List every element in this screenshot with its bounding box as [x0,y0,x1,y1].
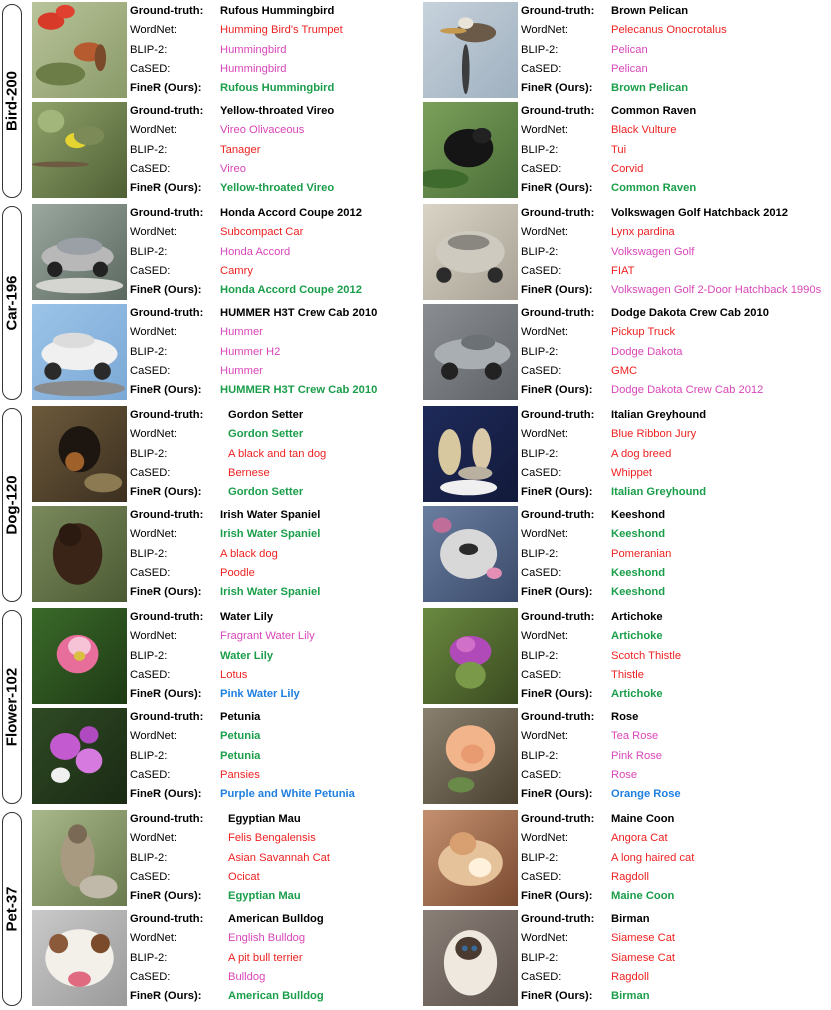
volkswagen-golf-photo [423,204,518,300]
wordnet-prediction: Keeshond [611,528,666,540]
finer-label: FineR (Ours): [130,586,202,598]
dataset-side-label [2,206,22,400]
blip2-label: BLIP-2: [521,448,559,460]
finer-label: FineR (Ours): [521,284,593,296]
cased-label: CaSED: [521,971,562,983]
wordnet-prediction: Petunia [220,730,261,742]
example-entry [423,204,831,304]
ground-truth-label: Ground-truth: [521,105,595,117]
water-lily-photo [32,608,127,704]
cased-label: CaSED: [521,567,562,579]
blip2-prediction: Scotch Thistle [611,650,682,662]
wordnet-prediction: Siamese Cat [611,932,676,944]
dataset-side-label [2,4,22,198]
brown-pelican-photo [423,2,518,98]
blip2-prediction: Hummer H2 [220,346,281,358]
blip2-label: BLIP-2: [130,952,168,964]
blip2-prediction: A long haired cat [611,852,695,864]
cased-prediction: FIAT [611,265,635,277]
finer-prediction: Dodge Dakota Crew Cab 2012 [611,384,764,396]
cased-prediction: Pansies [220,769,260,781]
blip2-label: BLIP-2: [521,346,559,358]
ground-truth-value: American Bulldog [228,913,324,925]
blip2-prediction: Dodge Dakota [611,346,683,358]
cased-prediction: Pelican [611,63,648,75]
cased-prediction: Bulldog [228,971,266,983]
petunia-photo [32,708,127,804]
example-entry [423,608,831,708]
finer-label: FineR (Ours): [521,586,593,598]
blip2-prediction: Asian Savannah Cat [228,852,330,864]
cased-label: CaSED: [521,365,562,377]
wordnet-label: WordNet: [130,932,178,944]
ground-truth-value: Volkswagen Golf Hatchback 2012 [611,207,788,219]
cased-label: CaSED: [130,163,171,175]
wordnet-prediction: English Bulldog [228,932,306,944]
cased-prediction: Hummingbird [220,63,287,75]
wordnet-label: WordNet: [130,428,178,440]
ground-truth-value: Gordon Setter [228,409,304,421]
example-entry [32,810,432,910]
ground-truth-label: Ground-truth: [521,307,595,319]
dataset-side-label [2,812,22,1006]
dataset-side-label [2,610,22,804]
wordnet-prediction: Blue Ribbon Jury [611,428,697,440]
example-entry [423,102,831,202]
cased-label: CaSED: [130,971,171,983]
example-entry [423,304,831,404]
blip2-prediction: Honda Accord [220,246,291,258]
finer-prediction: Italian Greyhound [611,486,707,498]
yellow-throated-vireo-photo [32,102,127,198]
dataset-group [0,606,831,808]
finer-label: FineR (Ours): [521,990,593,1002]
ground-truth-label: Ground-truth: [130,307,204,319]
ground-truth-value: Water Lily [220,611,274,623]
example-entry [32,204,432,304]
ground-truth-value: Irish Water Spaniel [220,509,321,521]
hummer-h3t-photo [32,304,127,400]
cased-prediction: Whippet [611,467,653,479]
example-entry [423,506,831,606]
cased-label: CaSED: [521,769,562,781]
wordnet-label: WordNet: [521,428,569,440]
wordnet-prediction: Pelecanus Onocrotalus [611,24,727,36]
finer-label: FineR (Ours): [521,890,593,902]
ground-truth-value: Brown Pelican [611,5,689,17]
cased-prediction: Camry [220,265,253,277]
dataset-name: Car-196 [3,275,21,331]
ground-truth-label: Ground-truth: [521,207,595,219]
cased-prediction: Corvid [611,163,644,175]
finer-prediction: Yellow-throated Vireo [220,182,335,194]
blip2-prediction: Water Lily [220,650,274,662]
ground-truth-label: Ground-truth: [521,409,595,421]
wordnet-label: WordNet: [130,124,178,136]
example-entry [32,910,432,1010]
ground-truth-label: Ground-truth: [521,711,595,723]
blip2-prediction: Volkswagen Golf [611,246,695,258]
cased-prediction: GMC [611,365,638,377]
blip2-label: BLIP-2: [130,144,168,156]
dataset-side-label [2,408,22,602]
finer-label: FineR (Ours): [521,82,593,94]
finer-label: FineR (Ours): [130,890,202,902]
cased-prediction: Ocicat [228,871,260,883]
cased-prediction: Ragdoll [611,971,649,983]
example-entry [32,304,432,404]
finer-prediction: Brown Pelican [611,82,689,94]
wordnet-prediction: Humming Bird's Trumpet [220,24,343,36]
blip2-prediction: Hummingbird [220,44,287,56]
rose-photo [423,708,518,804]
dataset-name: Dog-120 [3,475,21,535]
dataset-group [0,404,831,606]
blip2-label: BLIP-2: [521,852,559,864]
finer-prediction: Irish Water Spaniel [220,586,321,598]
wordnet-label: WordNet: [130,24,178,36]
artichoke-photo [423,608,518,704]
ground-truth-value: Italian Greyhound [611,409,707,421]
ground-truth-value: Birman [611,913,650,925]
birman-photo [423,910,518,1006]
cased-prediction: Hummer [220,365,263,377]
finer-prediction: Pink Water Lily [220,688,300,700]
cased-prediction: Rose [611,769,638,781]
cased-prediction: Vireo [220,163,246,175]
ground-truth-value: Rose [611,711,639,723]
cased-prediction: Poodle [220,567,255,579]
ground-truth-value: Dodge Dakota Crew Cab 2010 [611,307,769,319]
blip2-prediction: Tui [611,144,627,156]
wordnet-prediction: Black Vulture [611,124,677,136]
wordnet-prediction: Tea Rose [611,730,659,742]
cased-label: CaSED: [130,265,171,277]
ground-truth-label: Ground-truth: [130,913,204,925]
wordnet-prediction: Gordon Setter [228,428,304,440]
blip2-label: BLIP-2: [130,246,168,258]
maine-coon-photo [423,810,518,906]
wordnet-label: WordNet: [130,832,178,844]
finer-prediction: Orange Rose [611,788,681,800]
ground-truth-value: Yellow-throated Vireo [220,105,335,117]
finer-prediction: Birman [611,990,650,1002]
american-bulldog-photo [32,910,127,1006]
wordnet-label: WordNet: [521,528,569,540]
cased-label: CaSED: [521,265,562,277]
wordnet-prediction: Artichoke [611,630,663,642]
example-entry [32,506,432,606]
ground-truth-label: Ground-truth: [130,813,204,825]
wordnet-label: WordNet: [521,932,569,944]
example-entry [423,910,831,1010]
finer-prediction: Gordon Setter [228,486,304,498]
wordnet-prediction: Angora Cat [611,832,668,844]
wordnet-label: WordNet: [521,832,569,844]
blip2-prediction: A pit bull terrier [228,952,303,964]
wordnet-label: WordNet: [521,326,569,338]
blip2-label: BLIP-2: [521,650,559,662]
finer-prediction: Purple and White Petunia [220,788,355,800]
ground-truth-label: Ground-truth: [130,711,204,723]
ground-truth-value: HUMMER H3T Crew Cab 2010 [220,307,378,319]
ground-truth-label: Ground-truth: [130,5,204,17]
blip2-label: BLIP-2: [130,346,168,358]
ground-truth-label: Ground-truth: [130,611,204,623]
blip2-prediction: Petunia [220,750,261,762]
cased-label: CaSED: [130,365,171,377]
blip2-prediction: A dog breed [611,448,672,460]
wordnet-prediction: Pickup Truck [611,326,676,338]
finer-prediction: Volkswagen Golf 2-Door Hatchback 1990s [611,284,822,296]
example-entry [423,406,831,506]
blip2-label: BLIP-2: [130,548,168,560]
ground-truth-label: Ground-truth: [130,105,204,117]
ground-truth-value: Maine Coon [611,813,675,825]
cased-prediction: Lotus [220,669,248,681]
finer-label: FineR (Ours): [130,990,202,1002]
ground-truth-label: Ground-truth: [521,509,595,521]
blip2-prediction: A black and tan dog [228,448,327,460]
example-entry [423,2,831,102]
wordnet-label: WordNet: [130,630,178,642]
dataset-group [0,808,831,1010]
finer-prediction: Egyptian Mau [228,890,301,902]
dataset-name: Bird-200 [3,70,21,132]
cased-prediction: Keeshond [611,567,666,579]
cased-label: CaSED: [130,871,171,883]
finer-prediction: Keeshond [611,586,666,598]
cased-prediction: Bernese [228,467,270,479]
gordon-setter-photo [32,406,127,502]
dataset-name: Pet-37 [3,886,21,932]
ground-truth-value: Artichoke [611,611,663,623]
finer-label: FineR (Ours): [521,182,593,194]
finer-prediction: American Bulldog [228,990,324,1002]
wordnet-label: WordNet: [521,24,569,36]
blip2-prediction: A black dog [220,548,278,560]
example-entry [32,102,432,202]
dataset-group [0,0,831,202]
finer-prediction: HUMMER H3T Crew Cab 2010 [220,384,378,396]
dataset-group [0,202,831,404]
finer-label: FineR (Ours): [521,688,593,700]
blip2-label: BLIP-2: [521,44,559,56]
cased-label: CaSED: [130,567,171,579]
finer-prediction: Maine Coon [611,890,675,902]
ground-truth-value: Common Raven [611,105,697,117]
finer-prediction: Artichoke [611,688,663,700]
ground-truth-label: Ground-truth: [130,207,204,219]
example-entry [32,708,432,808]
cased-prediction: Ragdoll [611,871,649,883]
blip2-label: BLIP-2: [130,448,168,460]
wordnet-label: WordNet: [130,326,178,338]
keeshond-photo [423,506,518,602]
finer-label: FineR (Ours): [130,486,202,498]
finer-label: FineR (Ours): [130,82,202,94]
example-entry [32,608,432,708]
blip2-label: BLIP-2: [130,650,168,662]
ground-truth-label: Ground-truth: [521,5,595,17]
finer-prediction: Common Raven [611,182,697,194]
italian-greyhound-photo [423,406,518,502]
ground-truth-label: Ground-truth: [130,409,204,421]
blip2-label: BLIP-2: [521,246,559,258]
ground-truth-label: Ground-truth: [521,813,595,825]
example-entry [32,2,432,102]
example-entry [423,810,831,910]
cased-label: CaSED: [130,669,171,681]
cased-label: CaSED: [521,163,562,175]
rufous-hummingbird-photo [32,2,127,98]
dataset-name: Flower-102 [3,667,21,747]
blip2-prediction: Pelican [611,44,648,56]
ground-truth-label: Ground-truth: [521,611,595,623]
cased-label: CaSED: [130,467,171,479]
blip2-label: BLIP-2: [130,44,168,56]
wordnet-prediction: Fragrant Water Lily [220,630,315,642]
wordnet-label: WordNet: [521,124,569,136]
finer-label: FineR (Ours): [130,284,202,296]
blip2-label: BLIP-2: [130,750,168,762]
finer-label: FineR (Ours): [130,788,202,800]
finer-label: FineR (Ours): [130,384,202,396]
wordnet-prediction: Hummer [220,326,263,338]
cased-label: CaSED: [130,769,171,781]
finer-prediction: Honda Accord Coupe 2012 [220,284,362,296]
egyptian-mau-photo [32,810,127,906]
wordnet-label: WordNet: [130,528,178,540]
wordnet-label: WordNet: [521,630,569,642]
example-entry [423,708,831,808]
ground-truth-value: Egyptian Mau [228,813,301,825]
ground-truth-value: Petunia [220,711,261,723]
example-entry [32,406,432,506]
cased-label: CaSED: [521,467,562,479]
finer-label: FineR (Ours): [130,182,202,194]
blip2-prediction: Siamese Cat [611,952,676,964]
cased-label: CaSED: [130,63,171,75]
blip2-prediction: Pink Rose [611,750,662,762]
wordnet-label: WordNet: [130,226,178,238]
wordnet-label: WordNet: [521,730,569,742]
blip2-label: BLIP-2: [521,952,559,964]
finer-label: FineR (Ours): [521,788,593,800]
ground-truth-label: Ground-truth: [521,913,595,925]
wordnet-prediction: Vireo Olivaceous [220,124,305,136]
finer-label: FineR (Ours): [521,384,593,396]
ground-truth-label: Ground-truth: [130,509,204,521]
finer-label: FineR (Ours): [130,688,202,700]
honda-accord-photo [32,204,127,300]
finer-prediction: Rufous Hummingbird [220,82,335,94]
dodge-dakota-photo [423,304,518,400]
ground-truth-value: Rufous Hummingbird [220,5,335,17]
wordnet-label: WordNet: [130,730,178,742]
blip2-prediction: Pomeranian [611,548,672,560]
blip2-label: BLIP-2: [130,852,168,864]
ground-truth-value: Honda Accord Coupe 2012 [220,207,362,219]
blip2-label: BLIP-2: [521,548,559,560]
irish-water-spaniel-photo [32,506,127,602]
common-raven-photo [423,102,518,198]
blip2-label: BLIP-2: [521,750,559,762]
cased-prediction: Thistle [611,669,644,681]
wordnet-prediction: Irish Water Spaniel [220,528,321,540]
wordnet-label: WordNet: [521,226,569,238]
cased-label: CaSED: [521,669,562,681]
wordnet-prediction: Felis Bengalensis [228,832,316,844]
blip2-label: BLIP-2: [521,144,559,156]
wordnet-prediction: Subcompact Car [220,226,304,238]
ground-truth-value: Keeshond [611,509,666,521]
blip2-prediction: Tanager [220,144,261,156]
cased-label: CaSED: [521,63,562,75]
finer-label: FineR (Ours): [521,486,593,498]
wordnet-prediction: Lynx pardina [611,226,675,238]
cased-label: CaSED: [521,871,562,883]
